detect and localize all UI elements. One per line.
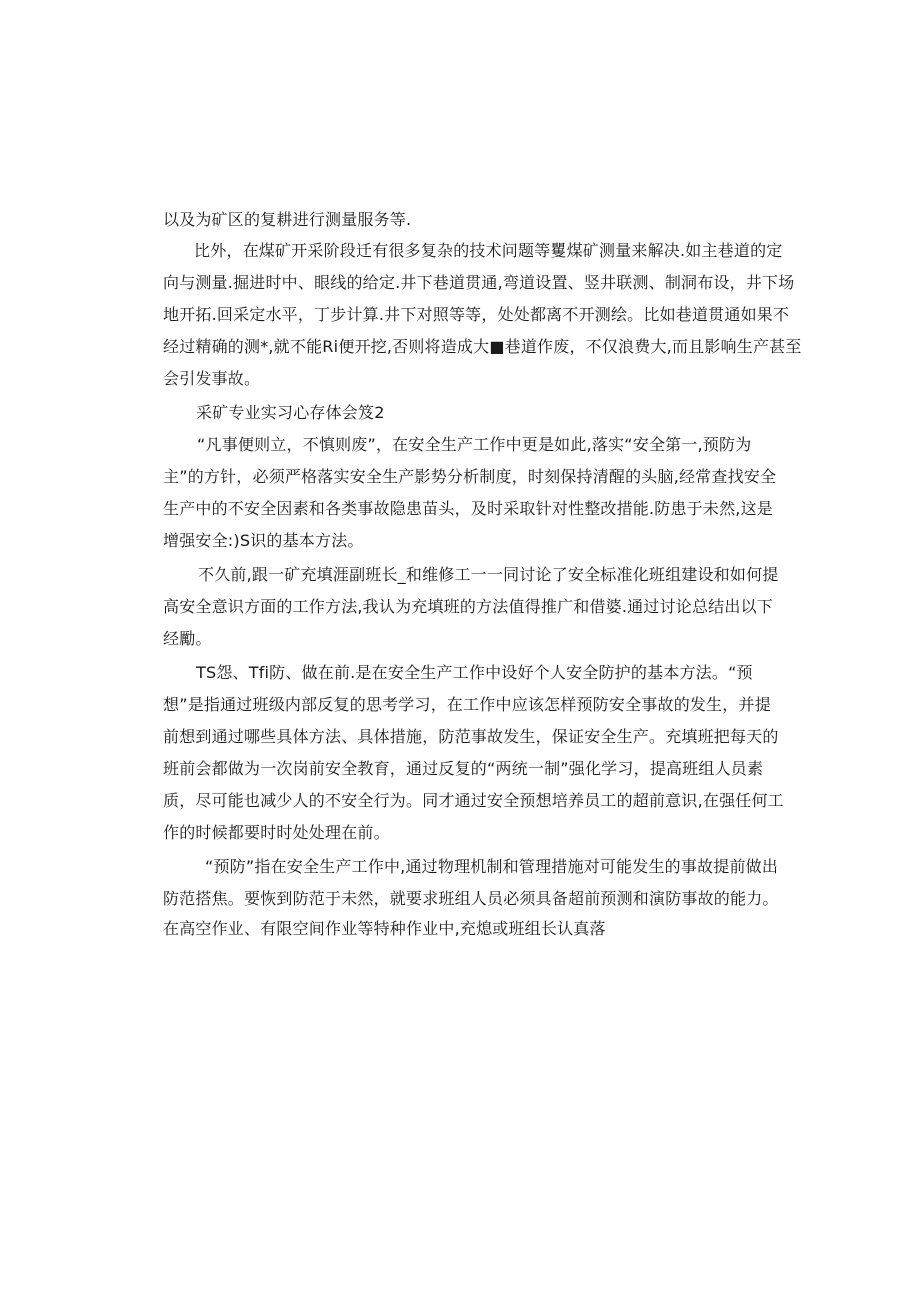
text-line: 以及为矿区的复耕进行测量服务等. [163, 210, 412, 229]
text-line: 不久前,跟一矿充填涯副班长_和维修工一一同讨论了安全标准化班组建设和如何提 [198, 565, 779, 584]
text-line: 向与测量.掘进时中、眼线的给定.井下巷道贯通,弯道设置、竖井联测、制洞布设，井下场 [163, 273, 795, 292]
text-line: 前想到通过哪些具体方法、具体措施，防范事故发生，保证安全生产。充填班把每天的 [163, 727, 779, 746]
text-line: 地开拓.回采定水平，丁步计算.井下对照等等，处处都离不开测绘。比如巷道贯通如果不 [163, 305, 790, 324]
text-line: 增强安全:)S识的基本方法。 [163, 531, 364, 550]
section-title: 采矿专业实习心存体会笈2 [196, 403, 385, 422]
text-line: TS怨、Tfi防、做在前.是在安全生产工作中设好个人安全防护的基本方法。“预 [196, 663, 753, 682]
text-line: 主”的方针，必须严格落实安全生产影势分析制度，时刻保持清醒的头脑,经常查找安全 [163, 467, 777, 486]
text-line: 作的时候都要时时处处理在前。 [163, 823, 390, 842]
text-line: 经过精确的测*,就不能Ri便开挖,否则将造成大■巷道作废，不仅浪费大,而且影响生产甚至 [163, 337, 802, 356]
text-line: 经勵。 [163, 629, 212, 648]
text-line: 生产中的不安全因素和各类事故隐患苗头，及时采取针对性整改措能.防患于未然,这是 [163, 499, 773, 518]
text-line: 想”是指通过班级内部反复的思考学习，在工作中应该怎样预防安全事故的发生，并提 [163, 695, 771, 714]
text-line: “凡事便则立，不慎则废”，在安全生产工作中更是如此,落实“安全第一,预防为 [197, 435, 752, 454]
text-line: 质，尽可能也减少人的不安全行为。同才通过安全预想培养员工的超前意识,在强任何工 [163, 791, 784, 810]
text-line: “预防”指在安全生产工作中,通过物理机制和管理措施对可能发生的事故提前做出 [205, 857, 779, 876]
text-line: 比外，在煤矿开采阶段迁有很多复杂的技术问题等矍煤矿测量来解决.如主巷道的定 [194, 241, 783, 260]
text-line: 班前会都做为一次岗前安全教育，通过反复的“两统一制”强化学习，提高班组人员素 [163, 759, 764, 778]
text-line: 防范搭焦。要恢到防范于未然，就要求班组人员必须具备超前预测和演防事故的能力。 [163, 889, 779, 908]
text-line: 在高空作业、有限空间作业等特种作业中,充熄或班组长认真落 [163, 919, 606, 938]
text-line: 会引发事故。 [163, 369, 261, 388]
text-line: 高安全意识方面的工作方法,我认为充填班的方法值得推广和借婆.通过讨论总结出以下 [163, 597, 773, 616]
